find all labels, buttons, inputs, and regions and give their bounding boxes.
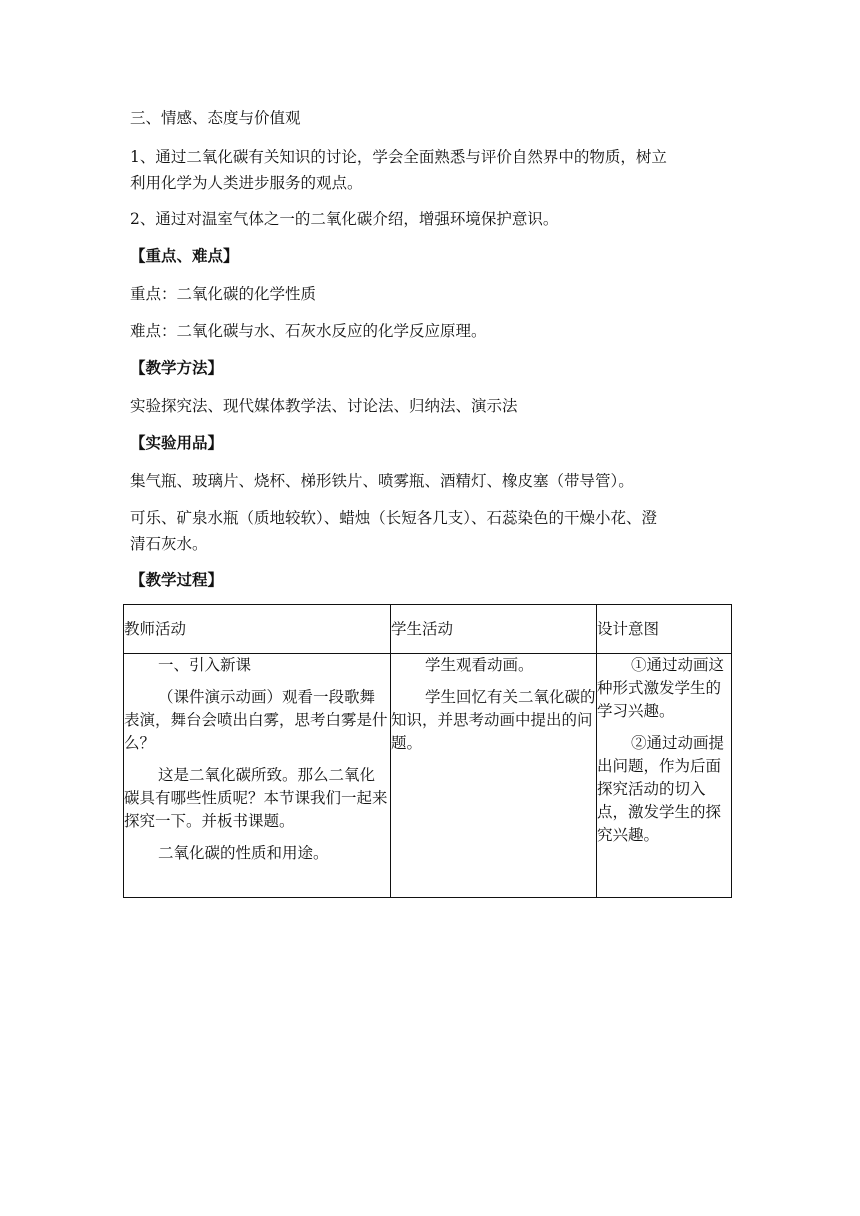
intent-paragraph: ②通过动画提出问题，作为后面探究活动的切入点，激发学生的探究兴趣。 xyxy=(597,734,725,844)
materials-line2a: 可乐、矿泉水瓶（质地较软）、蜡烛（长短各几支）、石蕊染色的干燥小花、澄 xyxy=(130,509,658,527)
table-header-row xyxy=(124,605,732,654)
materials-line2b: 清石灰水。 xyxy=(130,535,208,553)
student-paragraph: 学生回忆有关二氧化碳的知识，并思考动画中提出的问题。 xyxy=(391,688,596,752)
table-row xyxy=(124,654,732,898)
teacher-paragraph: （课件演示动画）观看一段歌舞表演，舞台会喷出白雾，思考白雾是什么？ xyxy=(124,688,388,752)
materials-line1: 集气瓶、玻璃片、烧杯、梯形铁片、喷雾瓶、酒精灯、橡皮塞（带导管）。 xyxy=(130,472,634,490)
teacher-topic: 二氧化碳的性质和用途。 xyxy=(158,844,329,862)
methods-heading: 【教学方法】 xyxy=(130,358,224,377)
keypoints-heading: 【重点、难点】 xyxy=(130,246,239,265)
teacher-paragraph: 这是二氧化碳所致。那么二氧化碳具有哪些性质呢？本节课我们一起来探究一下。并板书课题。 xyxy=(124,766,388,830)
header-design-intent: 设计意图 xyxy=(597,605,732,654)
student-paragraph: 学生观看动画。 xyxy=(425,656,534,674)
keypoints-difficulty: 难点：二氧化碳与水、石灰水反应的化学反应原理。 xyxy=(130,322,487,340)
materials-heading: 【实验用品】 xyxy=(130,433,224,452)
keypoints-focus: 重点：二氧化碳的化学性质 xyxy=(130,285,317,303)
teacher-activity-cell xyxy=(124,654,391,898)
header-teacher-activity: 教师活动 xyxy=(124,605,391,654)
paragraph-item1-line2: 利用化学为人类进步服务的观点。 xyxy=(130,174,363,192)
paragraph-item2: 2、通过对温室气体之一的二氧化碳介绍，增强环境保护意识。 xyxy=(130,210,559,228)
teacher-step-title: 一、引入新课 xyxy=(158,656,252,674)
intent-paragraph: ①通过动画这种形式激发学生的学习兴趣。 xyxy=(597,656,725,720)
section-title: 三、情感、态度与价值观 xyxy=(130,109,301,127)
student-activity-cell xyxy=(391,654,597,898)
design-intent-cell xyxy=(597,654,732,898)
header-student-activity: 学生活动 xyxy=(391,605,597,654)
methods-text: 实验探究法、现代媒体教学法、讨论法、归纳法、演示法 xyxy=(130,397,518,415)
paragraph-item1-line1: 1、通过二氧化碳有关知识的讨论，学会全面熟悉与评价自然界中的物质，树立 xyxy=(130,148,667,166)
process-heading: 【教学过程】 xyxy=(130,570,224,589)
lesson-process-table xyxy=(123,604,732,898)
